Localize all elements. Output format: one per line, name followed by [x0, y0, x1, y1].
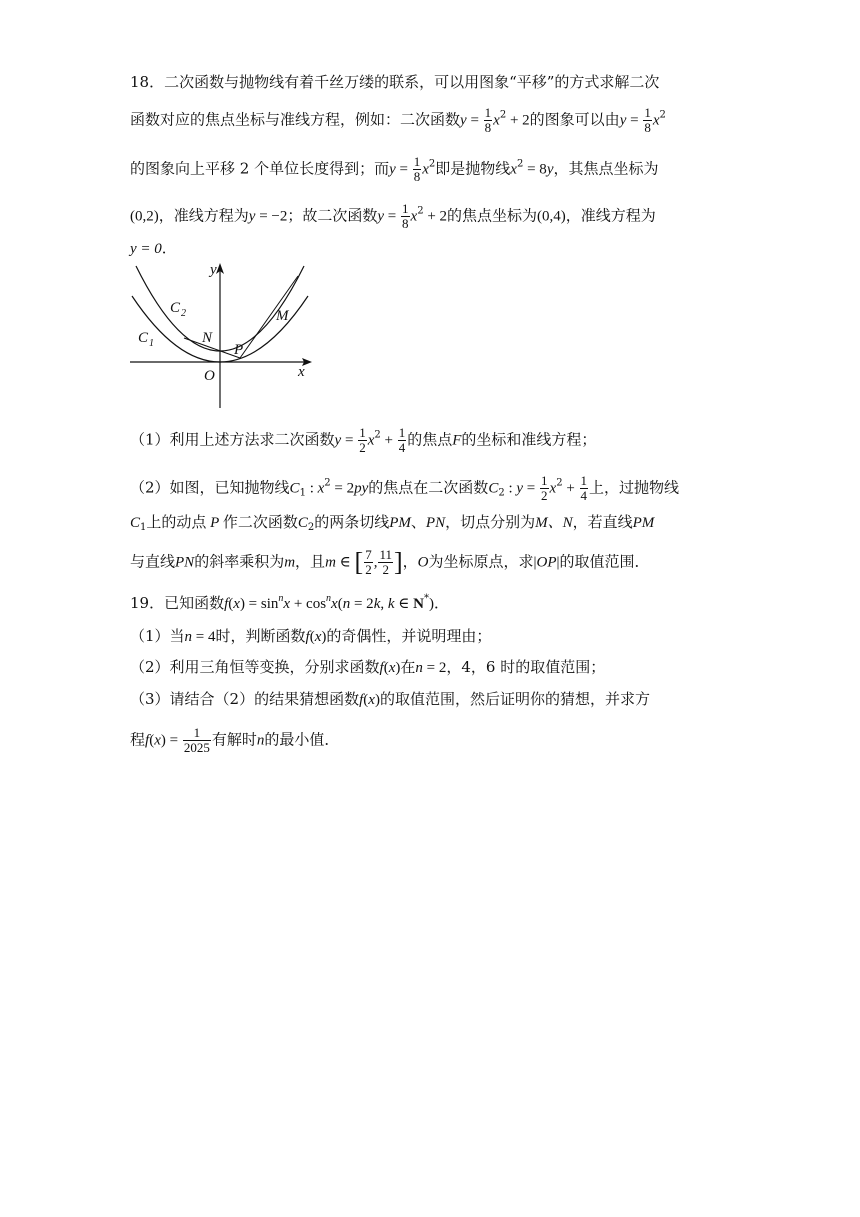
q18-text: 的焦点坐标为 — [447, 206, 538, 225]
q18-text: 上，过抛物线 — [589, 478, 680, 497]
q18-part2-line-3: 与直线PN的斜率乘积为m，且m ∈ [ $\frac{7}{2}$ , $\frac{11}{2}$ ]，O为坐标原点，求|OP|的取值范围． — [130, 547, 650, 577]
point-m-label: M — [276, 308, 289, 324]
c1-label: C — [138, 330, 149, 346]
c2-subscript: 2 — [181, 308, 186, 319]
q18-text: 为坐标原点，求 — [428, 552, 534, 571]
point-p-label: P — [234, 342, 244, 358]
formula: y = 0 — [130, 241, 162, 257]
q19-text: ． — [433, 594, 449, 612]
parabola-figure — [128, 258, 318, 413]
q18-line-5 — [130, 238, 177, 259]
q19-text: 的取值范围，然后证明你的猜想，并求方 — [379, 690, 650, 708]
q18-text: 18．二次函数与抛物线有着千丝万缕的联系，可以用图象“平移”的方式求解二次 — [130, 73, 660, 91]
q18-text: 的坐标和准线方程； — [461, 430, 597, 449]
q18-part2-line-1: （2）如图，已知抛物线$C_1$ : $x^2 = 2py$的焦点在二次函数$C_2$ : y = $\frac{1}{2}$ $x^2$ + $\frac{1}{4}$ 上，过抛物线 — [130, 473, 680, 503]
x-axis-label: x — [298, 364, 305, 380]
q19-text: 在 — [400, 658, 416, 676]
q18-text: 的焦点在二次函数 — [368, 478, 489, 497]
formula: y — [460, 112, 467, 129]
q18-text: （1）利用上述方法求二次函数 — [130, 430, 335, 449]
q18-text: ，切点分别为 — [445, 513, 536, 531]
q18-text: 与直线 — [130, 552, 176, 571]
q19-text: ，4，6 时的取值范围； — [446, 658, 606, 676]
q19-part1: （1）当n = 4时，判断函数f(x)的奇偶性，并说明理由； — [130, 627, 492, 645]
q18-text: 函数对应的焦点坐标与准线方程，例如：二次函数 — [130, 110, 461, 129]
q19-part3-line-1: （3）请结合（2）的结果猜想函数f(x)的取值范围，然后证明你的猜想，并求方 — [130, 690, 650, 708]
q19-text: 时，判断函数 — [215, 627, 306, 645]
q19-text: （2）利用三角恒等变换，分别求函数 — [130, 658, 380, 676]
q18-text: ，且 — [295, 552, 326, 571]
q18-part1: （1）利用上述方法求二次函数y = $\frac{1}{2}$ $x^2$ + $\frac{1}{4}$ 的焦点F的坐标和准线方程； — [130, 425, 597, 455]
q18-text: 的两条切线 — [314, 513, 390, 531]
q19-text: 19．已知函数 — [130, 594, 225, 612]
q19-text: （3）请结合（2）的结果猜想函数 — [130, 690, 360, 708]
c1-subscript: 1 — [149, 338, 154, 349]
q18-line-1 — [130, 72, 659, 92]
q18-text: ，准线方程为 — [565, 206, 656, 225]
q19-text: 有解时 — [211, 730, 257, 749]
y-axis-label: y — [210, 262, 217, 278]
q18-text: ． — [161, 239, 177, 257]
q19-part3-line-2: 程f(x) = $\frac{1}{2025}$ 有解时n的最小值． — [130, 725, 340, 755]
q19-text: 程 — [130, 730, 146, 749]
q18-text: 的图象可以由 — [529, 110, 620, 129]
q18-text: （2）如图，已知抛物线 — [130, 478, 290, 497]
q18-text: 的焦点 — [407, 430, 453, 449]
q18-text: ，准线方程为 — [158, 206, 249, 225]
q18-text: ；故二次函数 — [287, 206, 378, 225]
q18-text: 即是抛物线 — [435, 159, 511, 178]
q18-text: 的图象向上平移 2 个单位长度得到；而 — [130, 159, 390, 178]
q18-text: 作二次函数 — [222, 513, 298, 531]
formula: M、N — [535, 515, 573, 531]
q18-text: ，若直线 — [572, 513, 633, 531]
q18-text: 的取值范围． — [559, 552, 650, 571]
origin-label: O — [204, 368, 215, 384]
q19-text: 的奇偶性，并说明理由； — [326, 627, 492, 645]
q18-line-2: 函数对应的焦点坐标与准线方程，例如：二次函数y = $\frac{1}{8}$ $x^2 + 2$的图象可以由y = $\frac{1}{8}$ $x^2$ — [130, 105, 666, 135]
c2-label: C — [170, 300, 181, 316]
q18-line-4: (0,2)，准线方程为y = −2；故二次函数y = $\frac{1}{8}$ $x^2 + 2$的焦点坐标为(0,4)，准线方程为 — [130, 201, 656, 231]
q19-line-1: 19．已知函数$f(x) = \sin^nx + \cos^nx(n = 2k$, k ∈ N*)． — [130, 593, 449, 612]
q18-text: ，其焦点坐标为 — [553, 159, 659, 178]
q18-text: ， — [402, 552, 418, 571]
q18-text: 上的动点 — [146, 513, 207, 531]
q19-text: 的最小值． — [264, 730, 340, 749]
q19-text: （1）当 — [130, 627, 185, 645]
point-n-label: N — [202, 330, 213, 346]
q19-part2: （2）利用三角恒等变换，分别求函数f(x)在n = 2，4，6 时的取值范围； — [130, 658, 606, 676]
q18-line-3: 的图象向上平移 2 个单位长度得到；而y = $\frac{1}{8}$ $x^2$即是抛物线$x^2 = 8y$，其焦点坐标为 — [130, 154, 659, 184]
q18-part2-line-2: $C_1$上的动点 P 作二次函数$C_2$的两条切线PM、PN，切点分别为M、N，若直线PM — [130, 513, 655, 533]
formula: n — [256, 732, 265, 749]
q18-text: 、 — [410, 513, 426, 531]
q18-text: 的斜率乘积为 — [194, 552, 285, 571]
fraction: $\frac{1}{8}$ — [484, 105, 492, 135]
